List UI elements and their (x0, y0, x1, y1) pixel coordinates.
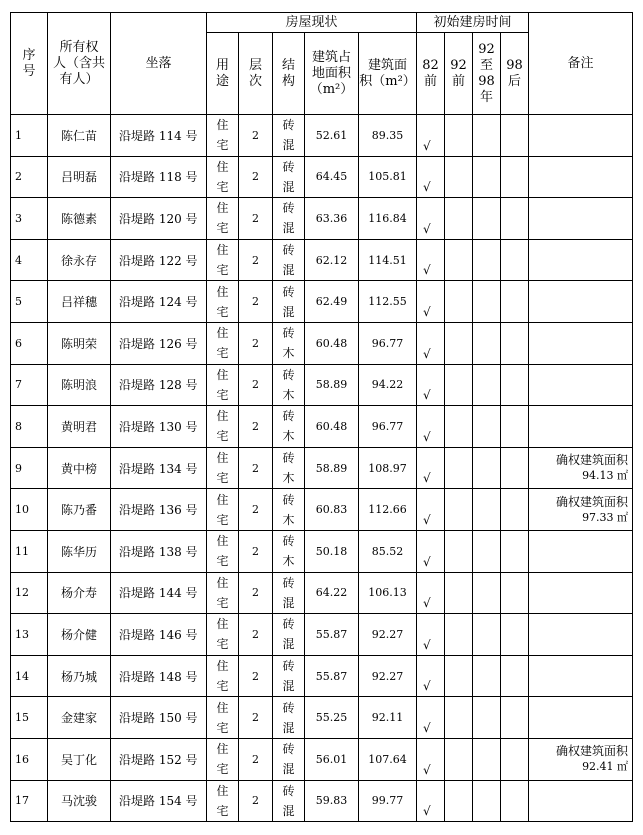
cell-land-area: 60.83 (305, 489, 359, 531)
cell-post98 (501, 572, 529, 614)
cell-structure: 砖 木 (273, 406, 305, 448)
cell-owner: 马沈骏 (48, 780, 111, 822)
cell-floors: 2 (239, 738, 273, 780)
table-row (11, 697, 633, 739)
header-pre92: 92 前 (445, 33, 473, 115)
cell-92-98 (473, 364, 501, 406)
cell-usage: 住 宅 (207, 239, 239, 281)
cell-structure: 砖 混 (273, 239, 305, 281)
cell-land-area: 55.87 (305, 655, 359, 697)
cell-address: 沿堤路 134 号 (111, 447, 207, 489)
cell-92-98 (473, 655, 501, 697)
cell-address: 沿堤路 138 号 (111, 530, 207, 572)
cell-92-98 (473, 572, 501, 614)
cell-land-area: 60.48 (305, 322, 359, 364)
cell-92-98 (473, 530, 501, 572)
header-status-group: 房屋现状 (207, 13, 417, 33)
cell-floors: 2 (239, 530, 273, 572)
cell-structure: 砖 混 (273, 655, 305, 697)
check-mark-icon: √ (423, 512, 431, 527)
cell-structure: 砖 混 (273, 281, 305, 323)
cell-floor-area: 96.77 (359, 322, 417, 364)
cell-remarks (529, 530, 633, 572)
cell-remarks (529, 156, 633, 198)
cell-post98 (501, 198, 529, 240)
cell-seq: 4 (11, 239, 48, 281)
cell-land-area: 55.25 (305, 697, 359, 739)
cell-usage: 住 宅 (207, 281, 239, 323)
cell-92-98 (473, 115, 501, 157)
cell-owner: 陈德素 (48, 198, 111, 240)
cell-pre92 (445, 738, 473, 780)
cell-address: 沿堤路 114 号 (111, 115, 207, 157)
cell-seq: 8 (11, 406, 48, 448)
table-row (11, 239, 633, 281)
cell-address: 沿堤路 146 号 (111, 614, 207, 656)
cell-pre92 (445, 239, 473, 281)
cell-land-area: 58.89 (305, 447, 359, 489)
cell-floor-area: 112.66 (359, 489, 417, 531)
cell-pre92 (445, 489, 473, 531)
cell-seq: 6 (11, 322, 48, 364)
cell-pre92 (445, 572, 473, 614)
table-row (11, 322, 633, 364)
cell-seq: 15 (11, 697, 48, 739)
table-row (11, 780, 633, 822)
check-mark-icon: √ (423, 596, 431, 611)
cell-owner: 金建家 (48, 697, 111, 739)
cell-post98 (501, 156, 529, 198)
table-row (11, 489, 633, 531)
cell-floor-area: 106.13 (359, 572, 417, 614)
header-structure: 结 构 (273, 33, 305, 115)
cell-floors: 2 (239, 115, 273, 157)
cell-owner: 杨介寿 (48, 572, 111, 614)
cell-structure: 砖 混 (273, 614, 305, 656)
table-row (11, 614, 633, 656)
check-mark-icon: √ (423, 388, 431, 403)
cell-owner: 徐永存 (48, 239, 111, 281)
cell-floor-area: 114.51 (359, 239, 417, 281)
header-land-area: 建筑占 地面积 （m²） (305, 33, 359, 115)
cell-usage: 住 宅 (207, 738, 239, 780)
housing-register-table (10, 12, 633, 822)
table-row (11, 406, 633, 448)
cell-post98 (501, 780, 529, 822)
cell-floor-area: 116.84 (359, 198, 417, 240)
cell-usage: 住 宅 (207, 364, 239, 406)
header-owner: 所有权 人（含共 有人） (48, 13, 111, 115)
cell-land-area: 58.89 (305, 364, 359, 406)
cell-owner: 吕祥穗 (48, 281, 111, 323)
cell-pre82 (417, 738, 445, 780)
cell-floors: 2 (239, 614, 273, 656)
header-usage: 用 途 (207, 33, 239, 115)
cell-seq: 14 (11, 655, 48, 697)
cell-seq: 12 (11, 572, 48, 614)
cell-pre82 (417, 322, 445, 364)
cell-floor-area: 105.81 (359, 156, 417, 198)
cell-usage: 住 宅 (207, 655, 239, 697)
cell-land-area: 55.87 (305, 614, 359, 656)
cell-owner: 黄明君 (48, 406, 111, 448)
cell-usage: 住 宅 (207, 697, 239, 739)
check-mark-icon: √ (423, 762, 431, 777)
cell-pre82 (417, 447, 445, 489)
cell-pre82 (417, 614, 445, 656)
cell-structure: 砖 木 (273, 530, 305, 572)
cell-floor-area: 85.52 (359, 530, 417, 572)
cell-usage: 住 宅 (207, 406, 239, 448)
cell-floor-area: 107.64 (359, 738, 417, 780)
cell-land-area: 50.18 (305, 530, 359, 572)
cell-owner: 陈明浪 (48, 364, 111, 406)
check-mark-icon: √ (423, 138, 431, 153)
cell-floor-area: 112.55 (359, 281, 417, 323)
cell-floors: 2 (239, 322, 273, 364)
cell-floor-area: 96.77 (359, 406, 417, 448)
cell-92-98 (473, 406, 501, 448)
cell-floors: 2 (239, 572, 273, 614)
cell-post98 (501, 115, 529, 157)
cell-floors: 2 (239, 655, 273, 697)
cell-92-98 (473, 322, 501, 364)
cell-owner: 吴丁化 (48, 738, 111, 780)
cell-owner: 陈明荣 (48, 322, 111, 364)
cell-floor-area: 92.27 (359, 614, 417, 656)
cell-92-98 (473, 780, 501, 822)
cell-post98 (501, 239, 529, 281)
cell-usage: 住 宅 (207, 322, 239, 364)
cell-address: 沿堤路 150 号 (111, 697, 207, 739)
cell-pre82 (417, 364, 445, 406)
cell-owner: 陈仁苗 (48, 115, 111, 157)
check-mark-icon: √ (423, 720, 431, 735)
cell-structure: 砖 木 (273, 447, 305, 489)
header-floors: 层 次 (239, 33, 273, 115)
check-mark-icon: √ (423, 429, 431, 444)
cell-post98 (501, 364, 529, 406)
check-mark-icon: √ (423, 263, 431, 278)
cell-pre82 (417, 655, 445, 697)
table-row (11, 281, 633, 323)
cell-address: 沿堤路 130 号 (111, 406, 207, 448)
cell-92-98 (473, 489, 501, 531)
cell-pre82 (417, 406, 445, 448)
cell-remarks (529, 697, 633, 739)
cell-remarks (529, 655, 633, 697)
table-row (11, 364, 633, 406)
cell-floor-area: 92.27 (359, 655, 417, 697)
header-floor-area: 建筑面 积（m²） (359, 33, 417, 115)
cell-floor-area: 94.22 (359, 364, 417, 406)
cell-seq: 5 (11, 281, 48, 323)
cell-pre82 (417, 156, 445, 198)
header-location: 坐落 (111, 13, 207, 115)
check-mark-icon: √ (423, 637, 431, 652)
cell-usage: 住 宅 (207, 614, 239, 656)
cell-remarks: 确权建筑面积 92.41 ㎡ (529, 738, 633, 780)
cell-address: 沿堤路 154 号 (111, 780, 207, 822)
cell-92-98 (473, 156, 501, 198)
cell-pre82 (417, 489, 445, 531)
header-time-group: 初始建房时间 (417, 13, 529, 33)
cell-remarks: 确权建筑面积 94.13 ㎡ (529, 447, 633, 489)
cell-pre92 (445, 364, 473, 406)
cell-address: 沿堤路 144 号 (111, 572, 207, 614)
cell-land-area: 62.49 (305, 281, 359, 323)
cell-pre92 (445, 530, 473, 572)
cell-usage: 住 宅 (207, 447, 239, 489)
cell-post98 (501, 447, 529, 489)
check-mark-icon: √ (423, 804, 431, 819)
cell-address: 沿堤路 120 号 (111, 198, 207, 240)
cell-post98 (501, 738, 529, 780)
cell-seq: 7 (11, 364, 48, 406)
cell-post98 (501, 697, 529, 739)
cell-pre82 (417, 198, 445, 240)
cell-pre92 (445, 281, 473, 323)
cell-address: 沿堤路 118 号 (111, 156, 207, 198)
cell-floor-area: 89.35 (359, 115, 417, 157)
table-row (11, 655, 633, 697)
cell-structure: 砖 混 (273, 780, 305, 822)
cell-pre92 (445, 697, 473, 739)
cell-floors: 2 (239, 447, 273, 489)
cell-92-98 (473, 281, 501, 323)
cell-post98 (501, 406, 529, 448)
cell-structure: 砖 混 (273, 738, 305, 780)
header-post98: 98 后 (501, 33, 529, 115)
cell-pre92 (445, 198, 473, 240)
cell-remarks (529, 115, 633, 157)
cell-usage: 住 宅 (207, 156, 239, 198)
table-row (11, 156, 633, 198)
cell-address: 沿堤路 152 号 (111, 738, 207, 780)
cell-structure: 砖 混 (273, 697, 305, 739)
cell-seq: 17 (11, 780, 48, 822)
cell-usage: 住 宅 (207, 115, 239, 157)
cell-seq: 10 (11, 489, 48, 531)
cell-seq: 2 (11, 156, 48, 198)
cell-owner: 杨介健 (48, 614, 111, 656)
cell-seq: 11 (11, 530, 48, 572)
cell-floor-area: 108.97 (359, 447, 417, 489)
cell-land-area: 60.48 (305, 406, 359, 448)
cell-land-area: 63.36 (305, 198, 359, 240)
cell-post98 (501, 614, 529, 656)
cell-owner: 陈华历 (48, 530, 111, 572)
cell-92-98 (473, 198, 501, 240)
cell-address: 沿堤路 128 号 (111, 364, 207, 406)
cell-usage: 住 宅 (207, 530, 239, 572)
cell-usage: 住 宅 (207, 489, 239, 531)
check-mark-icon: √ (423, 554, 431, 569)
cell-pre82 (417, 281, 445, 323)
cell-pre92 (445, 780, 473, 822)
cell-pre82 (417, 239, 445, 281)
cell-structure: 砖 混 (273, 115, 305, 157)
table-row (11, 198, 633, 240)
cell-seq: 13 (11, 614, 48, 656)
cell-pre92 (445, 406, 473, 448)
check-mark-icon: √ (423, 679, 431, 694)
cell-structure: 砖 混 (273, 572, 305, 614)
cell-92-98 (473, 697, 501, 739)
cell-post98 (501, 281, 529, 323)
cell-remarks (529, 364, 633, 406)
cell-land-area: 62.12 (305, 239, 359, 281)
cell-address: 沿堤路 124 号 (111, 281, 207, 323)
cell-pre92 (445, 156, 473, 198)
table-row (11, 447, 633, 489)
cell-92-98 (473, 738, 501, 780)
cell-floors: 2 (239, 239, 273, 281)
cell-pre82 (417, 115, 445, 157)
cell-land-area: 59.83 (305, 780, 359, 822)
cell-pre92 (445, 614, 473, 656)
cell-pre92 (445, 447, 473, 489)
cell-pre82 (417, 530, 445, 572)
cell-remarks (529, 198, 633, 240)
cell-address: 沿堤路 148 号 (111, 655, 207, 697)
cell-owner: 吕明磊 (48, 156, 111, 198)
cell-land-area: 64.22 (305, 572, 359, 614)
cell-usage: 住 宅 (207, 572, 239, 614)
cell-remarks (529, 572, 633, 614)
table-row (11, 738, 633, 780)
cell-post98 (501, 489, 529, 531)
cell-usage: 住 宅 (207, 780, 239, 822)
cell-pre92 (445, 322, 473, 364)
cell-floors: 2 (239, 697, 273, 739)
cell-remarks (529, 322, 633, 364)
table-row (11, 572, 633, 614)
cell-floors: 2 (239, 364, 273, 406)
cell-floor-area: 92.11 (359, 697, 417, 739)
cell-floors: 2 (239, 198, 273, 240)
cell-post98 (501, 655, 529, 697)
cell-owner: 黄中榜 (48, 447, 111, 489)
cell-remarks (529, 614, 633, 656)
cell-owner: 陈乃番 (48, 489, 111, 531)
cell-remarks (529, 281, 633, 323)
cell-seq: 3 (11, 198, 48, 240)
check-mark-icon: √ (423, 180, 431, 195)
cell-pre92 (445, 655, 473, 697)
cell-floors: 2 (239, 281, 273, 323)
cell-land-area: 64.45 (305, 156, 359, 198)
check-mark-icon: √ (423, 471, 431, 486)
cell-pre82 (417, 572, 445, 614)
cell-post98 (501, 322, 529, 364)
cell-floors: 2 (239, 489, 273, 531)
header-pre82: 82 前 (417, 33, 445, 115)
cell-seq: 16 (11, 738, 48, 780)
header-92-98: 92 至 98 年 (473, 33, 501, 115)
cell-92-98 (473, 239, 501, 281)
cell-seq: 9 (11, 447, 48, 489)
cell-seq: 1 (11, 115, 48, 157)
cell-owner: 杨乃城 (48, 655, 111, 697)
cell-usage: 住 宅 (207, 198, 239, 240)
cell-92-98 (473, 614, 501, 656)
cell-92-98 (473, 447, 501, 489)
cell-address: 沿堤路 122 号 (111, 239, 207, 281)
cell-structure: 砖 木 (273, 322, 305, 364)
table-body (11, 115, 633, 822)
cell-remarks (529, 239, 633, 281)
cell-post98 (501, 530, 529, 572)
cell-remarks (529, 406, 633, 448)
cell-pre92 (445, 115, 473, 157)
cell-structure: 砖 混 (273, 198, 305, 240)
cell-floor-area: 99.77 (359, 780, 417, 822)
cell-structure: 砖 木 (273, 364, 305, 406)
cell-remarks (529, 780, 633, 822)
cell-address: 沿堤路 136 号 (111, 489, 207, 531)
cell-floors: 2 (239, 156, 273, 198)
cell-address: 沿堤路 126 号 (111, 322, 207, 364)
cell-floors: 2 (239, 406, 273, 448)
cell-remarks: 确权建筑面积 97.33 ㎡ (529, 489, 633, 531)
header-seq: 序 号 (11, 13, 48, 115)
cell-structure: 砖 木 (273, 489, 305, 531)
table-row (11, 530, 633, 572)
cell-structure: 砖 混 (273, 156, 305, 198)
cell-pre82 (417, 780, 445, 822)
check-mark-icon: √ (423, 346, 431, 361)
cell-pre82 (417, 697, 445, 739)
check-mark-icon: √ (423, 304, 431, 319)
cell-land-area: 56.01 (305, 738, 359, 780)
cell-land-area: 52.61 (305, 115, 359, 157)
header-remarks: 备注 (529, 13, 633, 115)
table-row (11, 115, 633, 157)
cell-floors: 2 (239, 780, 273, 822)
check-mark-icon: √ (423, 221, 431, 236)
